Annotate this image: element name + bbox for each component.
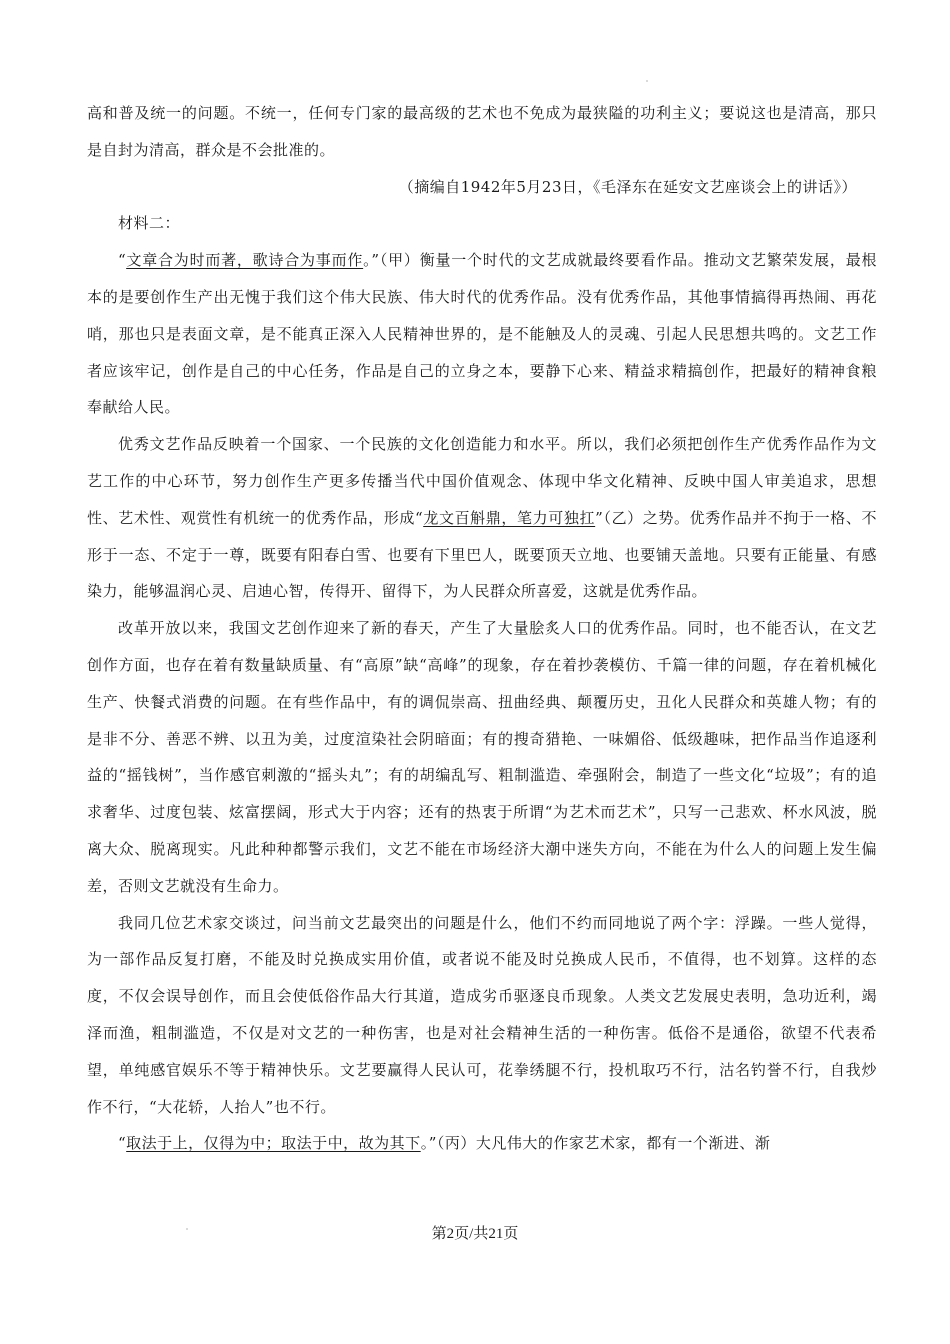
- paragraph-text: （丙）大凡伟大的作家艺术家，都有一个渐进、渐: [436, 1134, 771, 1153]
- paragraph-text: ”（乙）之势。优秀作品并不拘于一格、不形于一态、不定于一尊，既要有阳春白雪、也要有下里巴人，既要顶天立地、也要铺天盖地。只要有正能量、有感染力，能够温润心灵、启迪心智，传得开、留得下，为人民群众所喜爱，这就是优秀作品。: [87, 508, 877, 601]
- underlined-quote-yi: 龙文百斛鼎，笔力可独扛: [423, 508, 596, 527]
- paragraph-yi: [87, 426, 877, 610]
- document-body: [87, 95, 877, 1162]
- paragraph-text: （甲）衡量一个时代的文艺成就最终要看作品。推动文艺繁荣发展，最根本的是要创作生产出无愧于我们这个伟大民族、伟大时代的优秀作品。没有优秀作品，其他事情搞得再热闹、再花哨，那也只是表面文章，是不能真正深入人民精神世界的，是不能触及人的灵魂、引起人民思想共鸣的。文艺工作者应该牢记，创作是自己的中心任务，作品是自己的立身之本，要静下心来、精益求精搞创作，把最好的精神食粮奉献给人民。: [87, 251, 877, 417]
- scan-speck: [646, 80, 648, 82]
- paragraph-bing: [87, 1125, 877, 1162]
- paragraph-continued: 高和普及统一的问题。不统一，任何专门家的最高级的艺术也不免成为最狭隘的功利主义；要说这也是清高，那只是自封为清高，群众是不会批准的。: [87, 104, 877, 159]
- close-quote: 。”: [420, 1134, 437, 1153]
- paragraph-reform: 改革开放以来，我国文艺创作迎来了新的春天，产生了大量脍炙人口的优秀作品。同时，也不能否认，在文艺创作方面，也存在着有数量缺质量、有“高原”缺“高峰”的现象，存在着抄袭模仿、千篇一律的问题，存在着机械化生产、快餐式消费的问题。在有些作品中，有的调侃崇高、扭曲经典、颠覆历史，丑化人民群众和英雄人物；有的是非不分、善恶不辨、以丑为美，过度渲染社会阴暗面；有的搜奇猎艳、一味媚俗、低级趣味，把作品当作追逐利益的“摇钱树”，当作感官刺激的“摇头丸”；有的胡编乱写、粗制滥造、牵强附会，制造了一些文化“垃圾”；有的追求奢华、过度包装、炫富摆阔，形式大于内容；还有的热衷于所谓“为艺术而艺术”，只写一己悲欢、杯水风波，脱离大众、脱离现实。凡此种种都警示我们，文艺不能在市场经济大潮中迷失方向，不能在为什么人的问题上发生偏差，否则文艺就没有生命力。: [87, 619, 877, 895]
- paragraph-impetuous: 我同几位艺术家交谈过，问当前文艺最突出的问题是什么，他们不约而同地说了两个字：浮躁。一些人觉得，为一部作品反复打磨，不能及时兑换成实用价值，或者说不能及时兑换成人民币，不值得，也不划算。这样的态度，不仅会误导创作，而且会使低俗作品大行其道，造成劣币驱逐良币现象。人类文艺发展史表明，急功近利，竭泽而渔，粗制滥造，不仅是对文艺的一种伤害，也是对社会精神生活的一种伤害。低俗不是通俗，欲望不代表希望，单纯感官娱乐不等于精神快乐。文艺要赢得人民认可，花拳绣腿不行，投机取巧不行，沽名钓誉不行，自我炒作不行，“大花轿，人抬人”也不行。: [87, 913, 877, 1116]
- page-number-footer: 第2页/共21页: [431, 1226, 519, 1242]
- close-quote: 。”: [363, 251, 380, 270]
- open-quote: “: [118, 1134, 127, 1153]
- underlined-quote-jia: 文章合为时而著，歌诗合为事而作: [126, 251, 364, 270]
- paragraph-jia: [87, 242, 877, 426]
- underlined-quote-bing: 取法于上，仅得为中；取法于中，故为其下: [126, 1134, 421, 1153]
- material-two-label: 材料二：: [118, 214, 181, 233]
- open-quote: “: [118, 251, 127, 270]
- source-citation: （摘编自1942年5月23日，《毛泽东在延安文艺座谈会上的讲话》）: [398, 177, 857, 196]
- paragraph-text: 优秀文艺作品反映着一个国家、一个民族的文化创造能力和水平。所以，我们必须把创作生产优秀作品作为文艺工作的中心环节，努力创作生产更多传播当代中国价值观念、体现中华文化精神、反映中国人审美追求，思想性、艺术性、观赏性有机统一的优秀作品，形成“: [87, 435, 877, 527]
